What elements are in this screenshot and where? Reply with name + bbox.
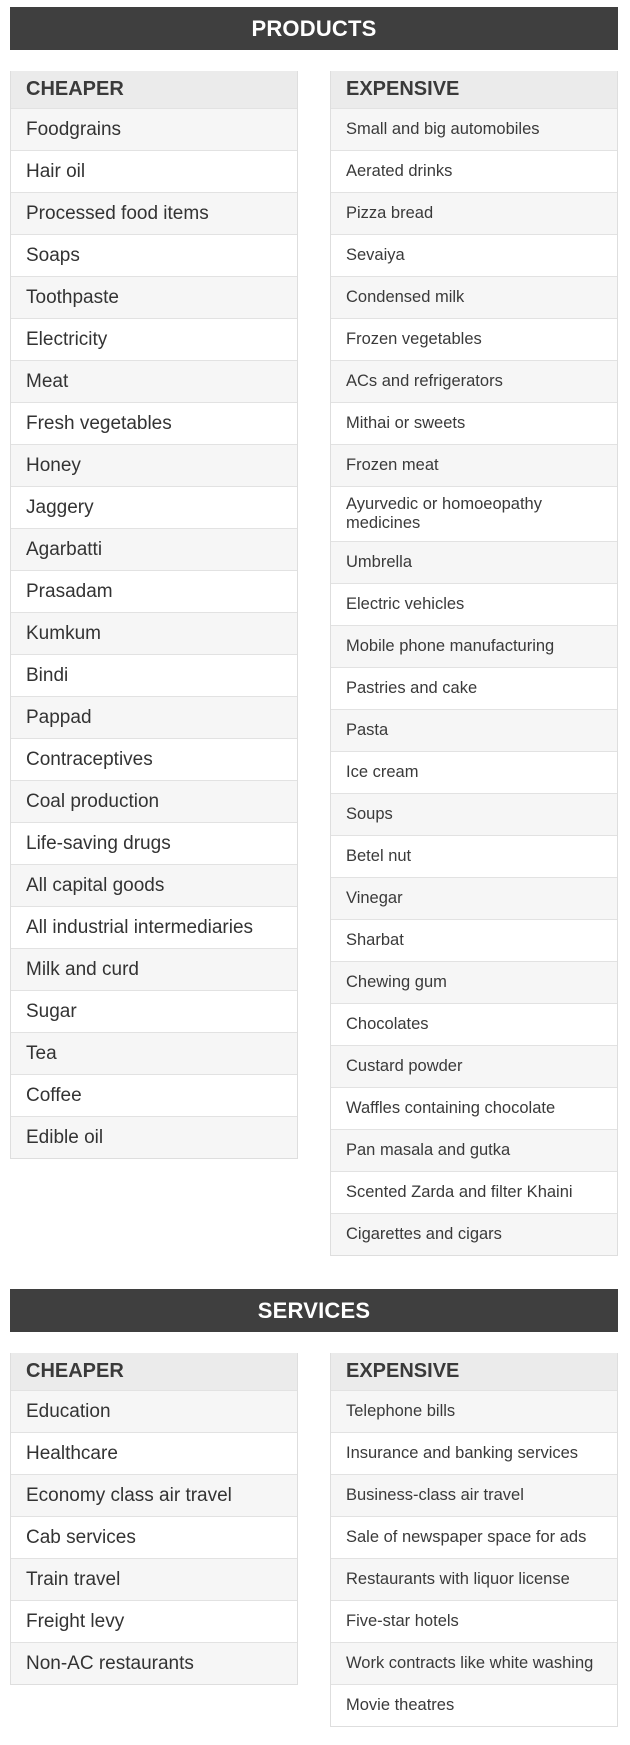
services-title: SERVICES xyxy=(257,1297,371,1323)
list-item: Chewing gum xyxy=(331,961,617,1003)
list-item: Mithai or sweets xyxy=(331,402,617,444)
list-item: Agarbatti xyxy=(11,528,297,570)
products-expensive-column xyxy=(330,71,618,1256)
list-item: Cigarettes and cigars xyxy=(331,1213,617,1255)
products-cheaper-header: CHEAPER xyxy=(11,71,297,108)
list-item: Waffles containing chocolate xyxy=(331,1087,617,1129)
list-item: Telephone bills xyxy=(331,1390,617,1432)
products-title: PRODUCTS xyxy=(251,15,377,41)
list-item: Education xyxy=(11,1390,297,1432)
list-item: Cab services xyxy=(11,1516,297,1558)
products-banner xyxy=(10,7,618,50)
list-item: Coffee xyxy=(11,1074,297,1116)
list-item: Processed food items xyxy=(11,192,297,234)
list-item: Ayurvedic or homoeopathy medicines xyxy=(331,486,617,541)
list-item: Hair oil xyxy=(11,150,297,192)
list-item: ACs and refrigerators xyxy=(331,360,617,402)
products-expensive-header: EXPENSIVE xyxy=(331,71,617,108)
list-item: Betel nut xyxy=(331,835,617,877)
services-expensive-header: EXPENSIVE xyxy=(331,1353,617,1390)
list-item: Pappad xyxy=(11,696,297,738)
services-expensive-list xyxy=(331,1390,617,1726)
list-item: Restaurants with liquor license xyxy=(331,1558,617,1600)
list-item: Sugar xyxy=(11,990,297,1032)
list-item: Custard powder xyxy=(331,1045,617,1087)
services-cheaper-column xyxy=(10,1353,298,1685)
services-expensive-column xyxy=(330,1353,618,1727)
list-item: Milk and curd xyxy=(11,948,297,990)
list-item: Electricity xyxy=(11,318,297,360)
list-item: Ice cream xyxy=(331,751,617,793)
list-item: Kumkum xyxy=(11,612,297,654)
list-item: Mobile phone manufacturing xyxy=(331,625,617,667)
list-item: Work contracts like white washing xyxy=(331,1642,617,1684)
list-item: Toothpaste xyxy=(11,276,297,318)
list-item: Sharbat xyxy=(331,919,617,961)
services-cheaper-list xyxy=(11,1390,297,1684)
list-item: Business-class air travel xyxy=(331,1474,617,1516)
list-item: Honey xyxy=(11,444,297,486)
list-item: Fresh vegetables xyxy=(11,402,297,444)
list-item: Five-star hotels xyxy=(331,1600,617,1642)
services-banner xyxy=(10,1289,618,1332)
list-item: Insurance and banking services xyxy=(331,1432,617,1474)
list-item: Pasta xyxy=(331,709,617,751)
list-item: Electric vehicles xyxy=(331,583,617,625)
list-item: Pan masala and gutka xyxy=(331,1129,617,1171)
list-item: Frozen vegetables xyxy=(331,318,617,360)
products-cheaper-list xyxy=(11,108,297,1158)
services-cheaper-header: CHEAPER xyxy=(11,1353,297,1390)
list-item: Healthcare xyxy=(11,1432,297,1474)
list-item: Contraceptives xyxy=(11,738,297,780)
products-expensive-list xyxy=(331,108,617,1255)
list-item: Movie theatres xyxy=(331,1684,617,1726)
list-item: Pizza bread xyxy=(331,192,617,234)
list-item: Train travel xyxy=(11,1558,297,1600)
list-item: Frozen meat xyxy=(331,444,617,486)
list-item: Chocolates xyxy=(331,1003,617,1045)
list-item: Vinegar xyxy=(331,877,617,919)
list-item: Small and big automobiles xyxy=(331,108,617,150)
list-item: Sevaiya xyxy=(331,234,617,276)
list-item: Aerated drinks xyxy=(331,150,617,192)
list-item: Coal production xyxy=(11,780,297,822)
list-item: All industrial intermediaries xyxy=(11,906,297,948)
list-item: Jaggery xyxy=(11,486,297,528)
list-item: Sale of newspaper space for ads xyxy=(331,1516,617,1558)
list-item: All capital goods xyxy=(11,864,297,906)
list-item: Edible oil xyxy=(11,1116,297,1158)
list-item: Scented Zarda and filter Khaini xyxy=(331,1171,617,1213)
list-item: Pastries and cake xyxy=(331,667,617,709)
list-item: Economy class air travel xyxy=(11,1474,297,1516)
list-item: Prasadam xyxy=(11,570,297,612)
products-cheaper-column xyxy=(10,71,298,1159)
list-item: Non-AC restaurants xyxy=(11,1642,297,1684)
list-item: Umbrella xyxy=(331,541,617,583)
list-item: Condensed milk xyxy=(331,276,617,318)
list-item: Bindi xyxy=(11,654,297,696)
list-item: Tea xyxy=(11,1032,297,1074)
list-item: Life-saving drugs xyxy=(11,822,297,864)
list-item: Meat xyxy=(11,360,297,402)
list-item: Foodgrains xyxy=(11,108,297,150)
list-item: Soaps xyxy=(11,234,297,276)
list-item: Freight levy xyxy=(11,1600,297,1642)
list-item: Soups xyxy=(331,793,617,835)
